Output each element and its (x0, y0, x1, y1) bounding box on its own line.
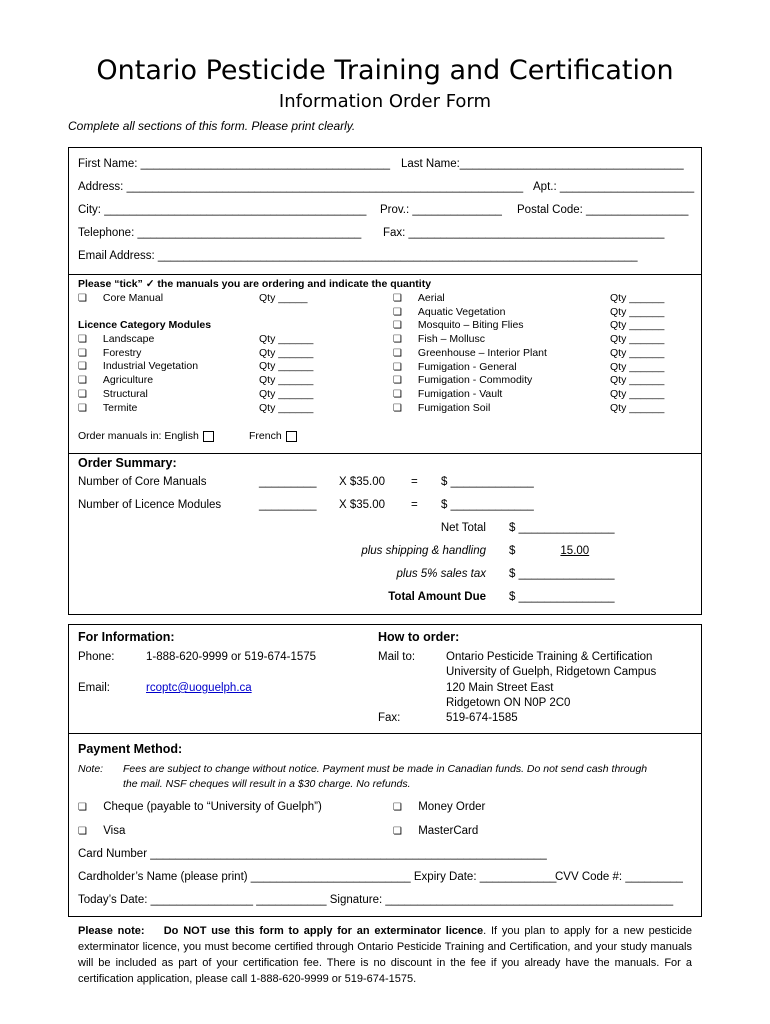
email-link[interactable]: rcoptc@uoguelph.ca (146, 682, 252, 694)
licence-item[interactable] (78, 333, 154, 345)
licence-item[interactable] (78, 402, 137, 414)
licence-item[interactable] (393, 319, 524, 331)
checkbox-icon[interactable]: ❏ (78, 826, 87, 837)
email-label: Email: (78, 682, 110, 694)
checkbox-icon[interactable]: ❏ (78, 334, 87, 345)
licence-item-label: Industrial Vegetation (102, 360, 199, 373)
licence-item-qty[interactable]: Qty ______ (259, 360, 314, 373)
page-subtitle: Information Order Form (278, 91, 492, 112)
email-field[interactable]: Email Address: ___________________________________________________________________________ (78, 250, 638, 262)
shipping-label: plus shipping & handling (361, 545, 486, 557)
telephone-field[interactable]: Telephone: ___________________________________ (78, 227, 362, 239)
licence-item-label: Mosquito – Biting Flies (417, 319, 524, 332)
licence-item-qty[interactable]: Qty ______ (610, 305, 665, 318)
core-manual-qty[interactable]: Qty _____ (259, 292, 308, 304)
licence-item-label: Forestry (102, 346, 142, 359)
cardholder-expiry-field[interactable]: Cardholder’s Name (please print) _________________________ Expiry Date: ____________ (78, 871, 557, 883)
date-signature-field[interactable]: Today’s Date: ________________ ___________ Signature: _____________________________________________ (78, 894, 674, 906)
address-field[interactable]: Address: ______________________________________________________________ (78, 181, 524, 193)
payment-heading: Payment Method: (78, 742, 183, 756)
sales-tax-label: plus 5% sales tax (396, 568, 486, 580)
order-summary-section (68, 453, 702, 615)
checkbox-icon[interactable]: ❏ (78, 347, 87, 359)
core-manual-row[interactable] (78, 292, 163, 304)
contact-section (68, 147, 702, 275)
licence-item-qty[interactable]: Qty ______ (610, 360, 665, 373)
apt-field[interactable]: Apt.: _____________________ (533, 181, 695, 193)
sales-tax-value[interactable]: $ _______________ (509, 568, 615, 580)
shipping-value (509, 545, 628, 557)
last-name-field[interactable]: Last Name:___________________________________ (401, 158, 684, 170)
english-checkbox[interactable] (203, 431, 214, 442)
licence-item[interactable] (393, 402, 490, 414)
for-information-heading: For Information: (78, 630, 175, 644)
core-manuals-qty[interactable]: _________ (259, 476, 317, 488)
licence-item-qty[interactable]: Qty ______ (259, 401, 314, 414)
how-to-order-heading: How to order: (378, 630, 460, 644)
licence-item[interactable] (393, 388, 502, 400)
mail-address-line: Ridgetown ON N0P 2C0 (446, 696, 571, 709)
card-number-field[interactable]: Card Number ______________________________________________________________ (78, 848, 547, 860)
total-due-label: Total Amount Due (388, 591, 486, 603)
mail-address-line: University of Guelph, Ridgetown Campus (446, 666, 657, 679)
visa-option[interactable] (78, 825, 125, 837)
checkbox-icon[interactable]: ❏ (393, 347, 402, 359)
note-line-1: Fees are subject to change without notice. Payment must be made in Canadian funds. Do not send cash through (123, 763, 648, 775)
licence-item[interactable] (78, 360, 198, 372)
money-order-option[interactable] (393, 801, 485, 813)
licence-item[interactable] (393, 361, 517, 373)
checkbox-icon[interactable]: ❏ (78, 388, 87, 400)
fax-value: 519-674-1585 (446, 712, 518, 724)
french-label: French (249, 430, 282, 442)
shipping-amount: 15.00 (560, 545, 590, 557)
order-in-label: Order manuals in: English (78, 430, 199, 442)
licence-item-label: Fumigation - Vault (417, 387, 503, 400)
language-english[interactable] (78, 430, 214, 442)
cheque-label: Cheque (payable to “University of Guelph”) (103, 801, 322, 813)
licence-item-label: Greenhouse – Interior Plant (417, 346, 547, 359)
licence-item-label: Aquatic Vegetation (417, 305, 506, 318)
licence-equals: = (411, 499, 418, 511)
checkbox-icon[interactable]: ❏ (78, 361, 87, 373)
net-total-value[interactable]: $ _______________ (509, 522, 615, 534)
cheque-option[interactable] (78, 801, 322, 813)
mastercard-label: MasterCard (418, 825, 479, 837)
footer-note (78, 923, 692, 987)
information-section (68, 624, 702, 734)
checkbox-icon[interactable]: ❏ (78, 402, 87, 414)
licence-item-qty[interactable]: Qty ______ (259, 387, 314, 400)
licence-item-qty[interactable]: Qty ______ (610, 319, 665, 332)
licence-item-qty[interactable]: Qty ______ (610, 333, 665, 346)
licence-item[interactable] (393, 374, 532, 386)
licence-item[interactable] (393, 292, 445, 304)
phone-label: Phone: (78, 651, 115, 663)
fax-label: Fax: (378, 712, 401, 724)
licence-item-label: Fumigation - General (417, 360, 517, 373)
licence-item-qty[interactable]: Qty ______ (610, 292, 665, 304)
page-title: Ontario Pesticide Training and Certification (96, 55, 674, 86)
footer-rest-text: . If you plan to apply for a new pesticide exterminator licence, you must become certified through Ontario Pesticide Training and Certification, and your study manuals will be included as part of your certification fee. There is no discount in the fee if you already have the manuals. For a certification application, please call 1-888-620-9999 or 519-674-1575. (78, 925, 692, 985)
money-order-label: Money Order (418, 801, 486, 813)
licence-item-label: Agriculture (102, 374, 154, 387)
licence-item-label: Landscape (102, 333, 155, 345)
licence-item-qty[interactable]: Qty ______ (259, 333, 314, 345)
postal-code-field[interactable]: Postal Code: ________________ (517, 204, 689, 216)
instructions: Complete all sections of this form. Please print clearly. (68, 119, 356, 133)
core-manuals-price: X $35.00 (339, 476, 386, 488)
licence-item-qty[interactable]: Qty ______ (259, 346, 314, 359)
mail-to-label: Mail to: (378, 651, 416, 663)
first-name-field[interactable]: First Name: _______________________________________ (78, 158, 391, 170)
core-manual-label: Core Manual (102, 292, 164, 304)
checkbox-icon[interactable]: ❏ (393, 375, 402, 387)
licence-item-label: Fish – Mollusc (417, 333, 486, 346)
licence-item-qty[interactable]: Qty ______ (610, 387, 665, 400)
phone-value: 1-888-620-9999 or 519-674-1575 (146, 651, 317, 663)
licence-item-qty[interactable]: Qty ______ (259, 374, 314, 387)
licence-item-label: Termite (102, 401, 138, 414)
licence-modules-total[interactable]: $ _____________ (441, 499, 534, 511)
checkbox-icon[interactable]: ❏ (78, 802, 87, 813)
mail-address-line: 120 Main Street East (446, 681, 554, 694)
checkbox-icon[interactable]: ❏ (78, 375, 87, 387)
total-due-value[interactable]: $ _______________ (509, 591, 615, 603)
checkbox-icon[interactable]: ❏ (393, 306, 402, 318)
licence-item-label: Fumigation Soil (417, 401, 491, 414)
checkbox-icon[interactable]: ❏ (393, 826, 402, 837)
core-equals: = (411, 476, 418, 488)
visa-label: Visa (103, 825, 126, 837)
licence-modules-price: X $35.00 (339, 499, 386, 511)
checkbox-icon[interactable]: ❏ (393, 802, 402, 813)
footer-bold-text: Do NOT use this form to apply for an exterminator licence (163, 925, 484, 937)
order-summary-heading: Order Summary: (78, 456, 177, 470)
licence-item-qty[interactable]: Qty ______ (610, 346, 665, 359)
licence-item[interactable] (393, 333, 485, 345)
licence-item[interactable] (78, 347, 141, 359)
licence-item[interactable] (78, 374, 153, 386)
checkbox-icon[interactable]: ❏ (393, 388, 402, 400)
licence-item-label: Structural (102, 387, 148, 400)
core-manuals-label: Number of Core Manuals (78, 476, 207, 488)
mastercard-option[interactable] (393, 825, 478, 837)
manuals-section (68, 274, 702, 454)
licence-item-label: Fumigation - Commodity (417, 374, 533, 387)
checkbox-icon[interactable]: ❏ (393, 361, 402, 373)
note-line-2: the mail. NSF cheques will result in a $30 charge. No refunds. (123, 778, 411, 790)
province-field[interactable]: Prov.: ______________ (380, 204, 502, 216)
net-total-label: Net Total (440, 522, 486, 534)
tick-instruction: Please “tick” ✓ the manuals you are ordering and indicate the quantity (78, 278, 432, 290)
licence-item[interactable] (393, 306, 506, 318)
checkbox-icon[interactable]: ❏ (393, 293, 402, 304)
core-manuals-total[interactable]: $ _____________ (441, 476, 534, 488)
licence-heading: Licence Category Modules (78, 319, 212, 331)
mail-address-line: Ontario Pesticide Training & Certification (446, 651, 653, 663)
licence-item-qty[interactable]: Qty ______ (610, 374, 665, 387)
french-checkbox[interactable] (286, 431, 297, 442)
licence-item-qty[interactable]: Qty ______ (610, 401, 665, 414)
language-french[interactable] (249, 430, 297, 442)
please-note-label: Please note: (78, 925, 145, 937)
checkbox-icon[interactable]: ❏ (78, 293, 87, 304)
checkbox-icon[interactable]: ❏ (393, 402, 402, 414)
fax-field[interactable]: Fax: ________________________________________ (383, 227, 665, 239)
note-label: Note: (78, 763, 104, 775)
cvv-field[interactable]: CVV Code #: _________ (555, 871, 683, 883)
licence-item[interactable] (393, 347, 547, 359)
checkbox-icon[interactable]: ❏ (393, 320, 402, 332)
licence-modules-label: Number of Licence Modules (78, 499, 222, 511)
city-field[interactable]: City: _________________________________________ (78, 204, 367, 216)
licence-modules-qty[interactable]: _________ (259, 499, 317, 511)
licence-item-label: Aerial (417, 292, 445, 304)
payment-section (68, 733, 702, 917)
dollar-sign: $ (509, 545, 516, 557)
licence-item[interactable] (78, 388, 148, 400)
checkbox-icon[interactable]: ❏ (393, 334, 402, 346)
